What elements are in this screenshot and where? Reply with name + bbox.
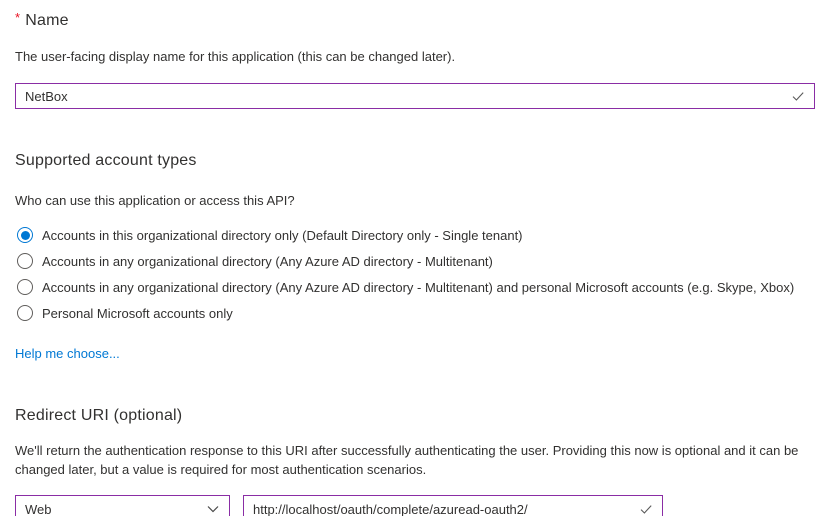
redirect-uri-input[interactable] [244,496,662,516]
account-types-radio-group [15,222,815,326]
account-type-option-personal-only[interactable] [15,300,815,326]
account-type-option-label: Accounts in this organizational directory only (Default Directory only - Single tenant) [42,227,523,243]
name-description: The user-facing display name for this application (this can be changed later). [15,49,456,64]
name-input[interactable] [16,84,814,108]
platform-select-dropdown[interactable] [15,495,230,516]
redirect-uri-row [15,495,815,516]
redirect-uri-description: We'll return the authentication response to this URI after successfully authenticating the user. Providing this now is optional and it can be changed later, but a value is required for most authentication scenarios. [15,443,799,477]
account-type-option-multitenant-personal[interactable] [15,274,815,300]
chevron-down-icon [206,502,220,516]
redirect-uri-title: Redirect URI (optional) [15,407,183,424]
name-section-title [15,12,815,30]
platform-select-value: Web [25,501,52,516]
required-asterisk: * [15,10,21,25]
account-type-option-multitenant[interactable] [15,248,815,274]
name-title-text: Name [25,12,69,29]
account-types-question: Who can use this application or access this API? [15,193,295,208]
account-type-option-label: Accounts in any organizational directory (Any Azure AD directory - Multitenant) [42,253,493,269]
radio-dot [21,231,30,240]
account-types-title: Supported account types [15,152,197,169]
help-me-choose-link[interactable]: Help me choose... [15,346,120,361]
radio-button[interactable] [17,279,33,295]
account-type-option-single-tenant[interactable] [15,222,815,248]
name-input-box [15,83,815,109]
radio-button[interactable] [17,305,33,321]
account-type-option-label: Accounts in any organizational directory (Any Azure AD directory - Multitenant) and personal Microsoft accounts (e.g. Skype, Xbox) [42,279,795,295]
account-type-option-label: Personal Microsoft accounts only [42,305,233,321]
radio-button[interactable] [17,253,33,269]
redirect-uri-input-box [243,495,663,516]
radio-button[interactable] [17,227,33,243]
